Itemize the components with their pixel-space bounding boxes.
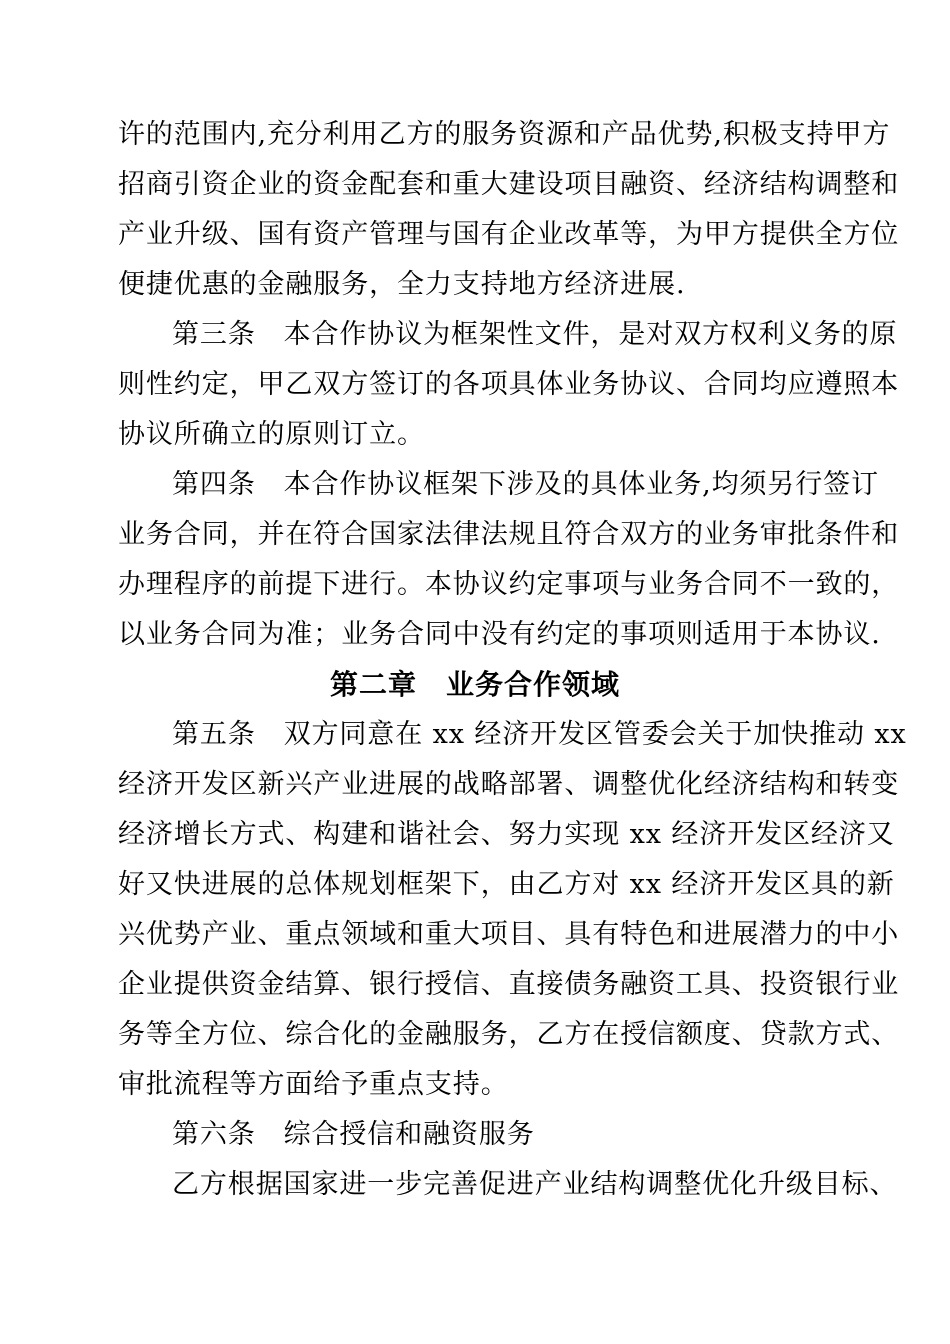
- text-line: 产业升级、国有资产管理与国有企业改革等，为甲方提供全方位: [118, 219, 900, 250]
- article-5-start: 第五条 双方同意在 xx 经济开发区管委会关于加快推动 xx: [172, 719, 907, 750]
- text-line: 招商引资企业的资金配套和重大建设项目融资、经济结构调整和: [118, 169, 900, 200]
- text-line: 办理程序的前提下进行。本协议约定事项与业务合同不一致的，: [118, 569, 900, 600]
- chapter-heading: 第二章 业务合作领域: [329, 668, 620, 701]
- article-6-title: 第六条 综合授信和融资服务: [172, 1119, 535, 1150]
- article-4-start: 第四条 本合作协议框架下涉及的具体业务,均须另行签订: [172, 469, 879, 500]
- text-line: 业务合同，并在符合国家法律法规且符合双方的业务审批条件和: [118, 519, 900, 550]
- paragraph-start: 乙方根据国家进一步完善促进产业结构调整优化升级目标、: [172, 1169, 898, 1200]
- text-line: 以业务合同为准；业务合同中没有约定的事项则适用于本协议.: [118, 619, 881, 650]
- text-line: 企业提供资金结算、银行授信、直接债务融资工具、投资银行业: [118, 969, 900, 1000]
- text-line: 务等全方位、综合化的金融服务，乙方在授信额度、贷款方式、: [118, 1019, 900, 1050]
- article-3-start: 第三条 本合作协议为框架性文件，是对双方权利义务的原: [172, 319, 898, 350]
- text-line: 则性约定，甲乙双方签订的各项具体业务协议、合同均应遵照本: [118, 369, 900, 400]
- text-line: 许的范围内,充分利用乙方的服务资源和产品优势,积极支持甲方: [118, 119, 891, 150]
- text-line: 便捷优惠的金融服务，全力支持地方经济进展.: [118, 269, 686, 300]
- text-line: 审批流程等方面给予重点支持。: [118, 1069, 509, 1100]
- text-line: 协议所确立的原则订立。: [118, 419, 425, 450]
- text-line: 兴优势产业、重点领域和重大项目、具有特色和进展潜力的中小: [118, 919, 900, 950]
- text-line: 经济增长方式、构建和谐社会、努力实现 xx 经济开发区经济又: [118, 819, 895, 850]
- text-line: 经济开发区新兴产业进展的战略部署、调整优化经济结构和转变: [118, 769, 900, 800]
- text-line: 好又快进展的总体规划框架下，由乙方对 xx 经济开发区具的新: [118, 869, 895, 900]
